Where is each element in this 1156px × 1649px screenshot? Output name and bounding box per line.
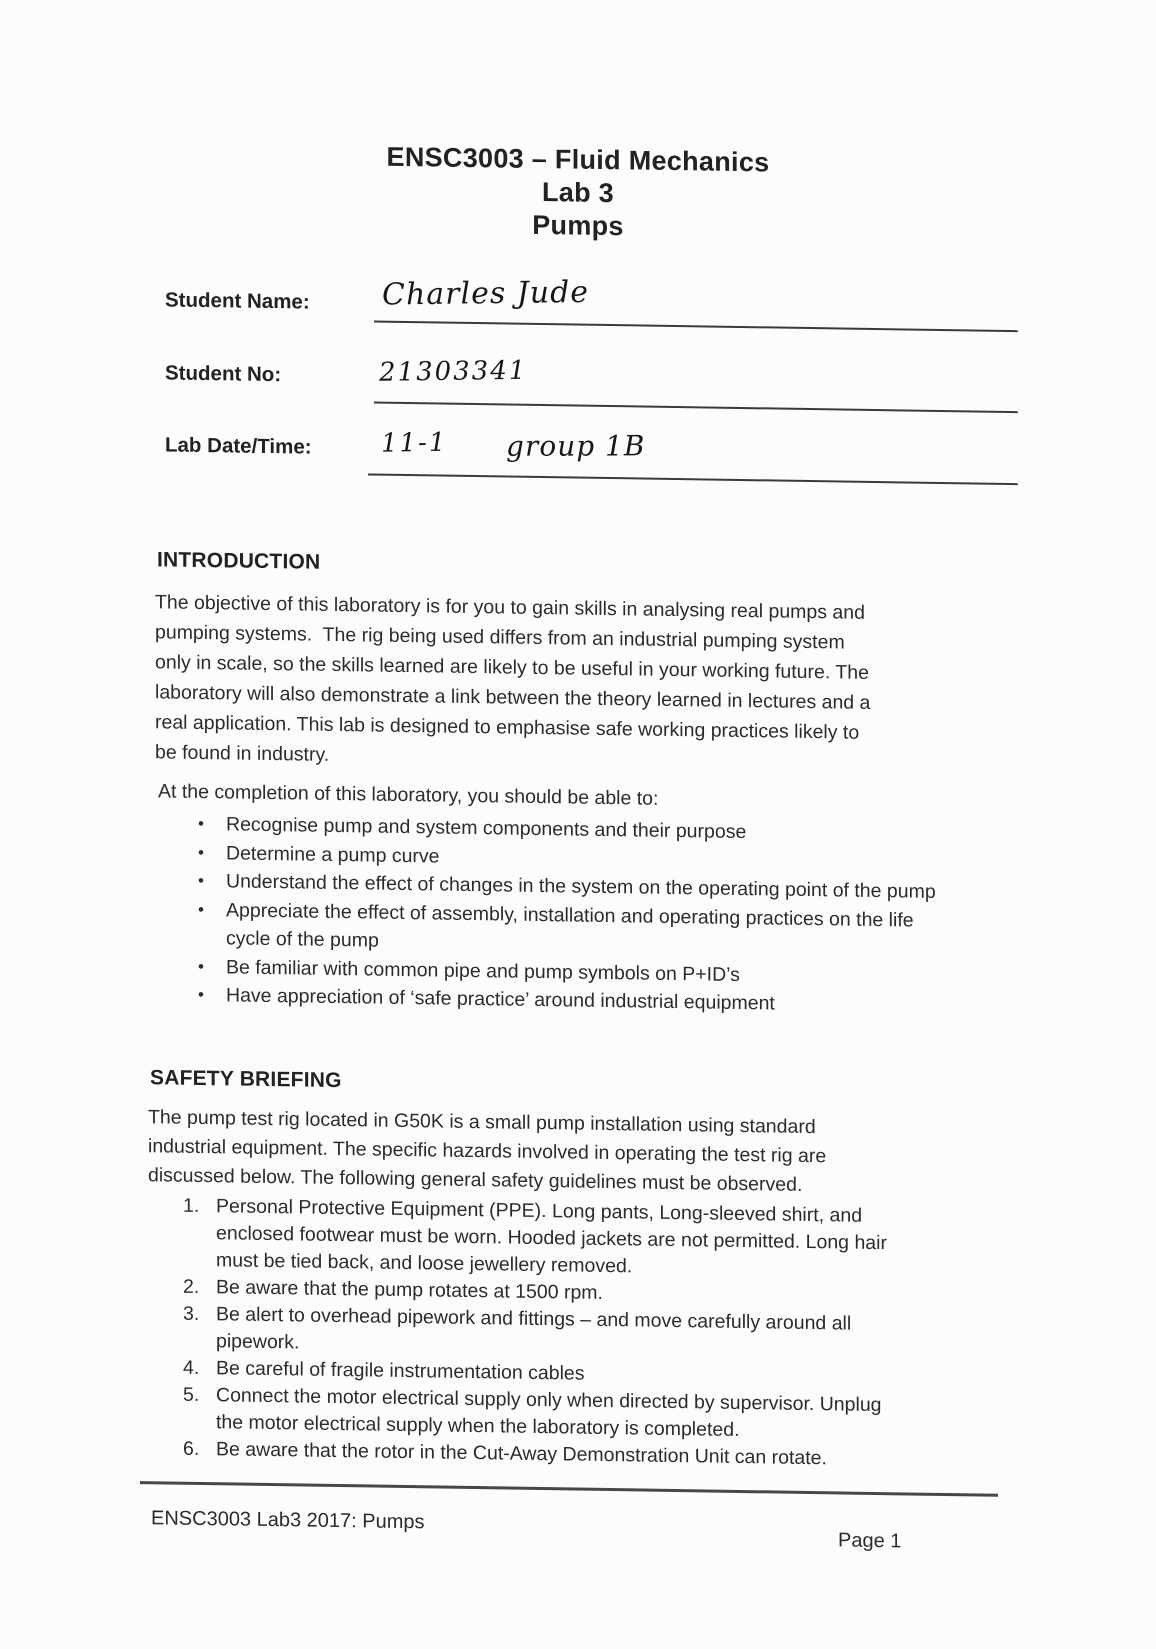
item-text: Be aware that the rotor in the Cut-Away Demonstration Unit can rotate.: [216, 1438, 827, 1470]
student-name-label: Student Name:: [165, 288, 310, 314]
student-name-underline: [374, 321, 1018, 333]
lab-date-time-underline: [368, 473, 1018, 485]
item-number: 1.: [183, 1194, 200, 1217]
footer-page-number: Page 1: [838, 1529, 902, 1553]
paragraph-line: discussed below. The following general safety guidelines must be observed.: [148, 1164, 803, 1196]
handwriting-text: 21303341: [378, 355, 528, 388]
student-no-underline: [374, 402, 1018, 414]
paragraph-line: only in scale, so the skills learned are likely to be useful in your working future. The: [155, 651, 869, 684]
safety-paragraph: [148, 1103, 826, 1200]
bullet-marker: •: [198, 813, 204, 834]
lab-group-handwritten-value: [505, 429, 646, 463]
item-number: 6.: [183, 1437, 200, 1460]
paragraph-line: laboratory will also demonstrate a link between the theory learned in lectures and a: [155, 681, 871, 714]
bullet-text: Determine a pump curve: [226, 841, 440, 868]
bullet-marker: •: [198, 984, 204, 1005]
handwriting-text: 11-1: [380, 427, 448, 459]
introduction-paragraph: [155, 587, 870, 778]
bullet-text: Recognise pump and system components and their purpose: [226, 813, 747, 844]
document-title: [0, 135, 1156, 251]
paragraph-line: be found in industry.: [155, 741, 330, 766]
paragraph-line: The objective of this laboratory is for you to gain skills in analysing real pumps and: [155, 591, 865, 624]
footer-rule: [140, 1481, 998, 1497]
bullet-marker: •: [198, 899, 204, 919]
paragraph-line: real application. This lab is designed to emphasise safe working practices likely to: [155, 711, 860, 744]
student-no-label: Student No:: [165, 361, 282, 387]
item-number: 4.: [183, 1356, 200, 1379]
bullet-marker: •: [198, 956, 204, 976]
objectives-lead-line: At the completion of this laboratory, you should be able to:: [158, 780, 659, 810]
item-number: 5.: [183, 1383, 200, 1406]
bullet-text: Understand the effect of changes in the system on the operating point of the pump: [226, 870, 936, 903]
bullet-marker: •: [198, 842, 204, 862]
paragraph-line: industrial equipment. The specific hazards involved in operating the test rig are: [148, 1135, 827, 1168]
paragraph-line: pumping systems. The rig being used differs from an industrial pumping system: [155, 621, 845, 654]
numbered-item: [150, 1192, 908, 1284]
safety-numbered-list: [150, 1192, 908, 1473]
student-no-handwritten-value: [378, 355, 528, 388]
bullet-marker: •: [198, 870, 204, 891]
title-line-lab: Lab 3: [541, 177, 615, 209]
paragraph-line: The pump test rig located in G50K is a small pump installation using standard: [148, 1106, 816, 1139]
item-text: Be alert to overhead pipework and fittings – and move carefully around all pipework.: [216, 1303, 852, 1354]
lab-date-time-label: Lab Date/Time:: [165, 433, 312, 459]
item-text: Personal Protective Equipment (PPE). Long pants, Long-sleeved shirt, and enclosed footwear must be worn. Hooded jackets are not permitted. Long hair must be tied back, and loose jewellery removed.: [216, 1195, 887, 1278]
title-line-topic: Pumps: [532, 209, 624, 242]
handwriting-text: Charles Jude: [381, 274, 590, 313]
objectives-bullet-list: [160, 809, 960, 1020]
item-text: Be aware that the pump rotates at 1500 rpm.: [216, 1276, 603, 1304]
bullet-text: Have appreciation of ‘safe practice’ around industrial equipment: [226, 984, 775, 1015]
item-number: 2.: [183, 1275, 200, 1298]
item-number: 3.: [183, 1302, 200, 1325]
title-line-course: ENSC3003 – Fluid Mechanics: [386, 141, 770, 178]
student-name-handwritten-value: [381, 274, 590, 313]
bullet-text: Be familiar with common pipe and pump symbols on P+ID’s: [226, 955, 740, 986]
item-text: Connect the motor electrical supply only when directed by supervisor. Unplug the motor electrical supply when the laboratory is completed.: [216, 1384, 882, 1441]
item-text: Be careful of fragile instrumentation cables: [216, 1357, 585, 1385]
footer-document-id: ENSC3003 Lab3 2017: Pumps: [151, 1507, 425, 1534]
lab-time-handwritten-value: [380, 427, 448, 459]
handwriting-text: group 1B: [505, 429, 646, 463]
safety-briefing-heading: SAFETY BRIEFING: [150, 1066, 342, 1093]
bullet-text: Appreciate the effect of assembly, installation and operating practices on the life cycle of the pump: [226, 898, 914, 952]
introduction-heading: INTRODUCTION: [157, 548, 321, 574]
